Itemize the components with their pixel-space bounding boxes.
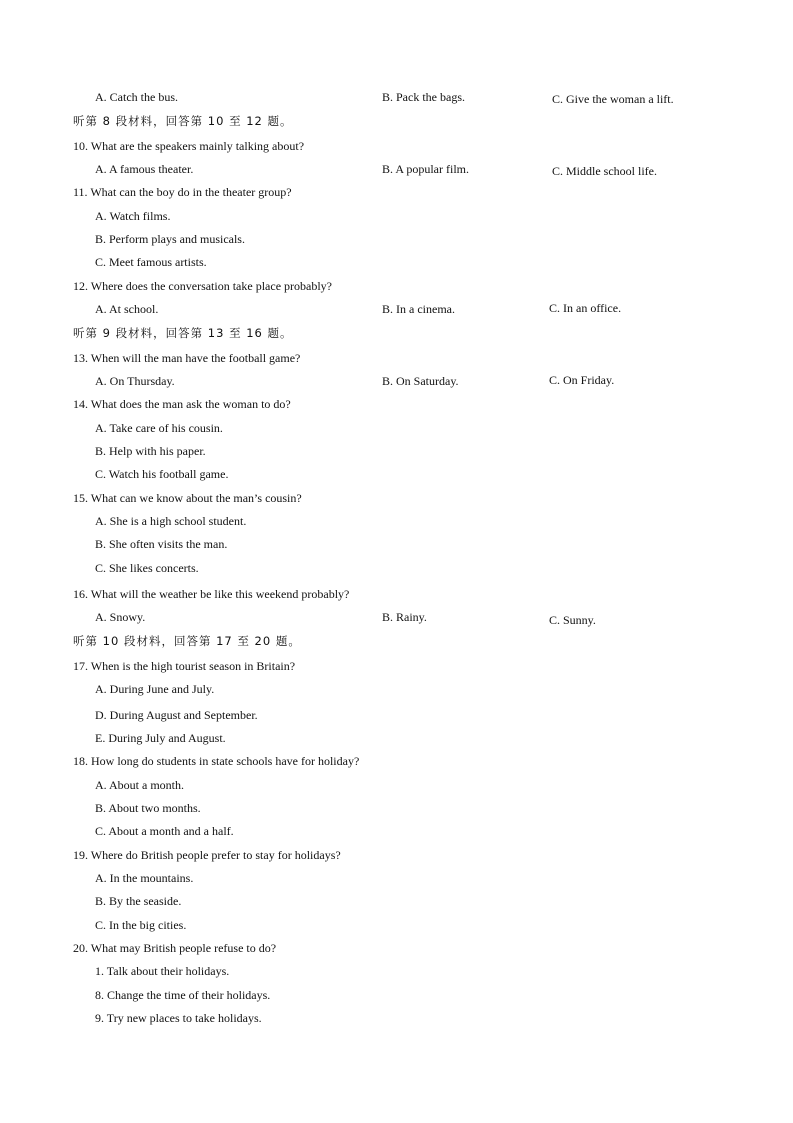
question-text: 12. Where does the conversation take place probably? [73, 279, 333, 293]
option-text: 1. Talk about their holidays. [95, 964, 230, 978]
option-text: A. Take care of his cousin. [95, 421, 223, 435]
option-text: A. In the mountains. [95, 871, 194, 885]
option-text: A. A famous theater. [95, 162, 194, 176]
question-text: 15. What can we know about the man’s cousin? [73, 491, 302, 505]
option-text: C. She likes concerts. [95, 561, 199, 575]
question-text: 10. What are the speakers mainly talking about? [73, 139, 305, 153]
question-text: 11. What can the boy do in the theater group? [73, 185, 292, 199]
option-text: B. A popular film. [382, 162, 469, 176]
option-text: A. At school. [95, 302, 159, 316]
option-text: B. Rainy. [382, 610, 427, 624]
option-text: C. In an office. [549, 301, 622, 315]
section-heading: 听第 8 段材料，回答第 10 至 12 题。 [73, 114, 293, 128]
option-text: D. During August and September. [95, 708, 258, 722]
option-text: C. Middle school life. [552, 164, 657, 178]
option-text: B. Perform plays and musicals. [95, 232, 245, 246]
question-text: 18. How long do students in state schools have for holiday? [73, 754, 360, 768]
section-heading: 听第 10 段材料，回答第 17 至 20 题。 [73, 634, 301, 648]
option-text: A. She is a high school student. [95, 514, 247, 528]
option-text: C. Sunny. [549, 613, 596, 627]
question-text: 20. What may British people refuse to do? [73, 941, 277, 955]
option-text: B. She often visits the man. [95, 537, 228, 551]
option-text: C. Give the woman a lift. [552, 92, 674, 106]
option-text: C. On Friday. [549, 373, 615, 387]
option-text: B. Pack the bags. [382, 90, 465, 104]
option-text: C. About a month and a half. [95, 824, 234, 838]
option-text: A. During June and July. [95, 682, 215, 696]
option-text: A. Catch the bus. [95, 90, 178, 104]
option-text: A. Snowy. [95, 610, 146, 624]
option-text: B. Help with his paper. [95, 444, 206, 458]
option-text: A. About a month. [95, 778, 184, 792]
section-heading: 听第 9 段材料，回答第 13 至 16 题。 [73, 326, 293, 340]
option-text: B. About two months. [95, 801, 201, 815]
question-text: 16. What will the weather be like this weekend probably? [73, 587, 350, 601]
option-text: B. On Saturday. [382, 374, 459, 388]
option-text: 8. Change the time of their holidays. [95, 988, 271, 1002]
option-text: A. Watch films. [95, 209, 171, 223]
option-text: 9. Try new places to take holidays. [95, 1011, 262, 1025]
question-text: 19. Where do British people prefer to stay for holidays? [73, 848, 341, 862]
question-text: 14. What does the man ask the woman to do? [73, 397, 291, 411]
option-text: E. During July and August. [95, 731, 226, 745]
question-text: 13. When will the man have the football game? [73, 351, 301, 365]
option-text: C. Watch his football game. [95, 467, 229, 481]
option-text: C. Meet famous artists. [95, 255, 207, 269]
option-text: B. By the seaside. [95, 894, 182, 908]
option-text: B. In a cinema. [382, 302, 455, 316]
option-text: C. In the big cities. [95, 918, 187, 932]
option-text: A. On Thursday. [95, 374, 175, 388]
question-text: 17. When is the high tourist season in Britain? [73, 659, 296, 673]
